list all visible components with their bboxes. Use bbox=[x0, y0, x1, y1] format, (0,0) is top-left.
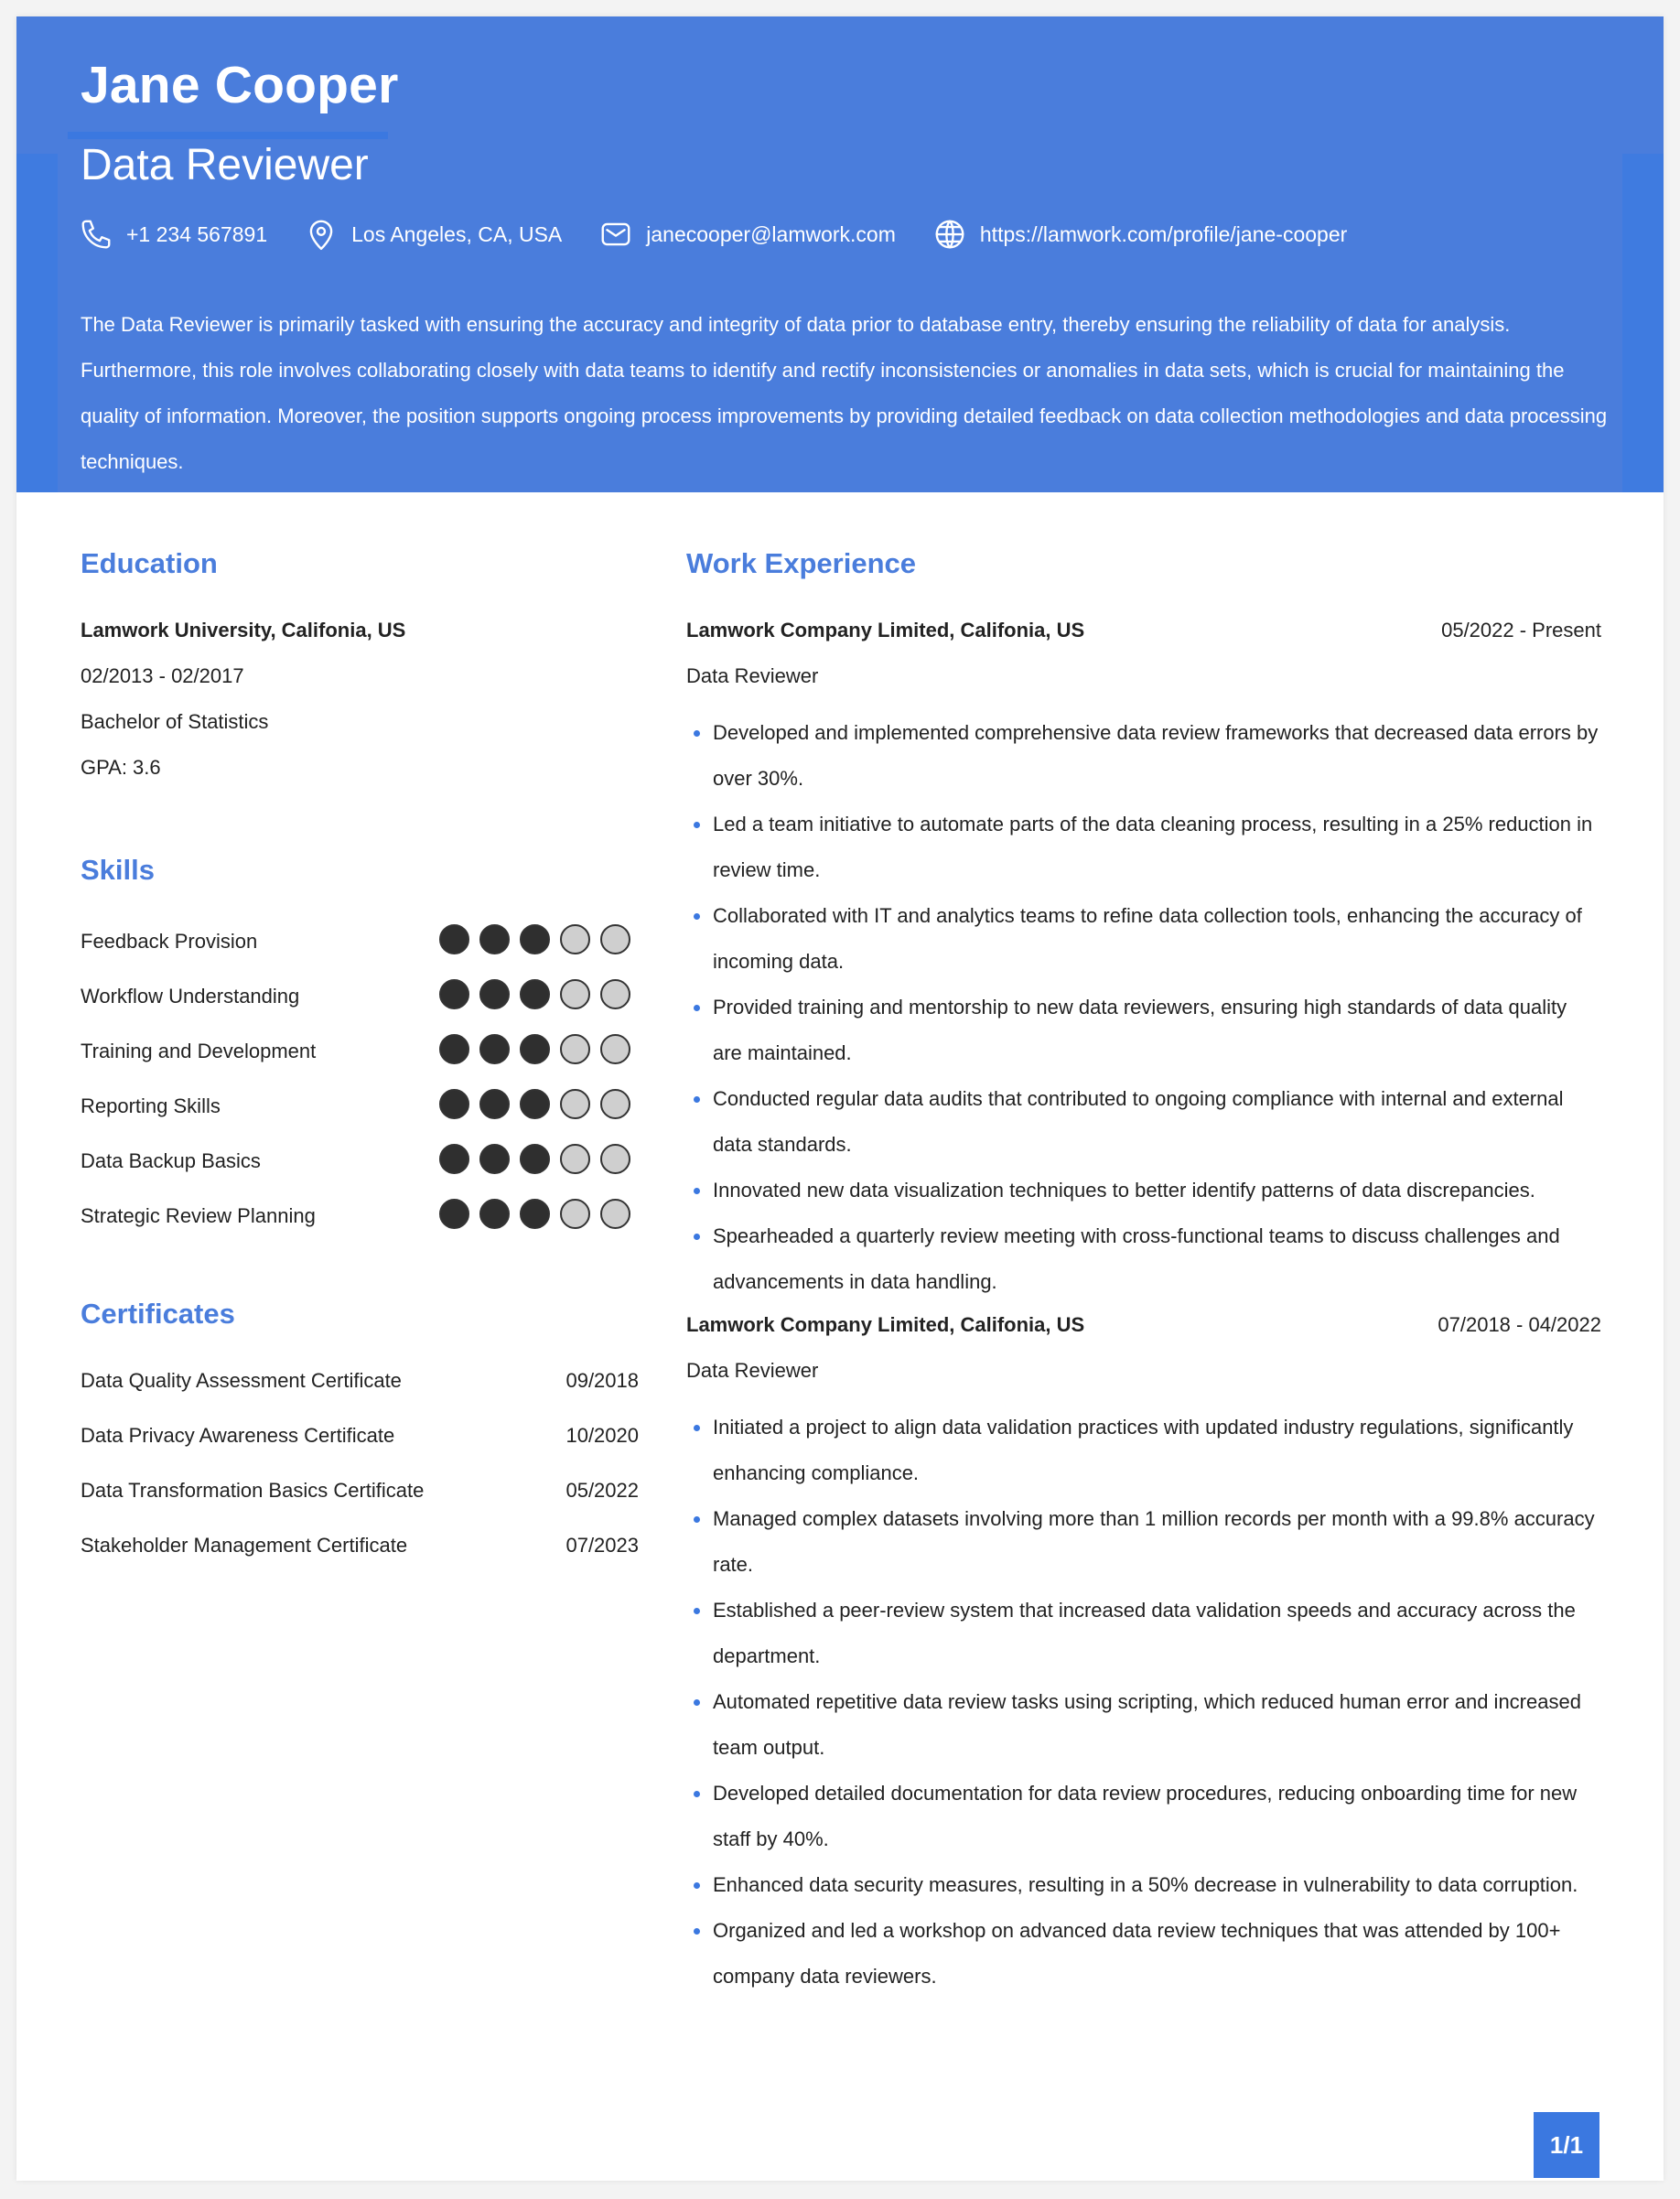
rating-dot-filled bbox=[520, 1199, 550, 1229]
email-icon bbox=[598, 217, 633, 252]
certificate-name: Data Quality Assessment Certificate bbox=[81, 1369, 402, 1392]
rating-dot-empty bbox=[560, 1089, 590, 1119]
email-text: janecooper@lamwork.com bbox=[646, 221, 896, 246]
skill-rating bbox=[439, 1199, 641, 1229]
achievement-item: Developed detailed documentation for data review procedures, reducing onboarding time for new staff by 40%. bbox=[686, 1771, 1601, 1862]
resume-page bbox=[16, 16, 1664, 2181]
rating-dot-empty bbox=[560, 924, 590, 954]
certificate-row bbox=[81, 1534, 639, 1570]
job-entry bbox=[686, 619, 1601, 1305]
certificate-date: 05/2022 bbox=[565, 1479, 639, 1502]
rating-dot-empty bbox=[600, 979, 630, 1009]
certificate-row bbox=[81, 1369, 639, 1406]
certificate-name: Data Privacy Awareness Certificate bbox=[81, 1424, 395, 1447]
achievement-item: Initiated a project to align data validation practices with updated industry regulations, significantly enhancing compliance. bbox=[686, 1405, 1601, 1496]
rating-dot-filled bbox=[520, 924, 550, 954]
skill-label: Reporting Skills bbox=[81, 1094, 221, 1117]
skill-rating bbox=[439, 1144, 641, 1174]
certificate-date: 07/2023 bbox=[565, 1534, 639, 1557]
certificate-name: Stakeholder Management Certificate bbox=[81, 1534, 408, 1557]
achievement-item: Developed and implemented comprehensive data review frameworks that decreased data errors by over 30%. bbox=[686, 710, 1601, 802]
rating-dot-empty bbox=[560, 1199, 590, 1229]
skill-rating bbox=[439, 1089, 641, 1119]
achievement-item: Managed complex datasets involving more than 1 million records per month with a 99.8% accuracy rate. bbox=[686, 1496, 1601, 1588]
achievement-item: Innovated new data visualization techniques to better identify patterns of data discrepancies. bbox=[686, 1168, 1601, 1213]
education-degree: Bachelor of Statistics bbox=[81, 710, 269, 733]
rating-dot-filled bbox=[479, 979, 510, 1009]
rating-dot-filled bbox=[479, 1089, 510, 1119]
header-accent-right bbox=[1622, 154, 1664, 492]
contact-phone[interactable] bbox=[79, 217, 267, 252]
job-dates: 07/2018 - 04/2022 bbox=[1438, 1313, 1601, 1336]
rating-dot-filled bbox=[439, 1034, 469, 1064]
rating-dot-filled bbox=[520, 1034, 550, 1064]
phone-icon bbox=[79, 217, 113, 252]
certificate-row bbox=[81, 1424, 639, 1461]
header-accent-left bbox=[16, 154, 58, 492]
rating-dot-filled bbox=[479, 1199, 510, 1229]
contact-email[interactable] bbox=[598, 217, 896, 252]
achievement-item: Conducted regular data audits that contributed to ongoing compliance with internal and external data standards. bbox=[686, 1076, 1601, 1168]
skill-row bbox=[81, 979, 630, 1016]
job-achievements bbox=[686, 1405, 1601, 2000]
globe-icon bbox=[932, 217, 967, 252]
achievement-item: Spearheaded a quarterly review meeting with cross-functional teams to discuss challenges and advancements in data handling. bbox=[686, 1213, 1601, 1305]
job-header bbox=[686, 619, 1601, 664]
rating-dot-filled bbox=[479, 1034, 510, 1064]
rating-dot-filled bbox=[439, 1089, 469, 1119]
job-achievements bbox=[686, 710, 1601, 1305]
skill-row bbox=[81, 1034, 630, 1071]
achievement-item: Collaborated with IT and analytics teams to refine data collection tools, enhancing the accuracy of incoming data. bbox=[686, 893, 1601, 985]
rating-dot-filled bbox=[520, 1089, 550, 1119]
rating-dot-filled bbox=[439, 1144, 469, 1174]
achievement-item: Enhanced data security measures, resulting in a 50% decrease in vulnerability to data corruption. bbox=[686, 1862, 1601, 1908]
skill-row bbox=[81, 1089, 630, 1126]
phone-text: +1 234 567891 bbox=[126, 221, 268, 246]
resume-header bbox=[16, 16, 1664, 492]
location-text: Los Angeles, CA, USA bbox=[351, 221, 563, 246]
job-title: Data Reviewer bbox=[686, 664, 819, 687]
rating-dot-filled bbox=[520, 979, 550, 1009]
certificate-date: 10/2020 bbox=[565, 1424, 639, 1447]
contact-website[interactable] bbox=[932, 217, 1347, 252]
rating-dot-filled bbox=[520, 1144, 550, 1174]
job-company: Lamwork Company Limited, Califonia, US bbox=[686, 619, 1085, 641]
skill-rating bbox=[439, 979, 641, 1009]
skill-row bbox=[81, 1144, 630, 1180]
location-pin-icon bbox=[304, 217, 339, 252]
skill-label: Feedback Provision bbox=[81, 930, 258, 953]
rating-dot-empty bbox=[600, 1144, 630, 1174]
certificates-heading: Certificates bbox=[81, 1298, 235, 1330]
achievement-item: Automated repetitive data review tasks using scripting, which reduced human error and increased team output. bbox=[686, 1679, 1601, 1771]
contact-bar bbox=[79, 214, 1384, 254]
skills-heading: Skills bbox=[81, 854, 155, 886]
skill-label: Training and Development bbox=[81, 1040, 317, 1062]
job-entry bbox=[686, 1313, 1601, 2000]
rating-dot-empty bbox=[600, 1034, 630, 1064]
website-text: https://lamwork.com/profile/jane-cooper bbox=[979, 221, 1348, 246]
achievement-item: Established a peer-review system that increased data validation speeds and accuracy across the department. bbox=[686, 1588, 1601, 1679]
rating-dot-empty bbox=[560, 1144, 590, 1174]
achievement-item: Provided training and mentorship to new data reviewers, ensuring high standards of data quality are maintained. bbox=[686, 985, 1601, 1076]
job-title: Data Reviewer bbox=[686, 1359, 819, 1382]
page-indicator: 1/1 bbox=[1534, 2112, 1599, 2178]
rating-dot-empty bbox=[600, 1199, 630, 1229]
education-school: Lamwork University, Califonia, US bbox=[81, 619, 406, 641]
rating-dot-filled bbox=[479, 1144, 510, 1174]
job-dates: 05/2022 - Present bbox=[1441, 619, 1601, 641]
candidate-name: Jane Cooper bbox=[81, 56, 399, 114]
profile-summary: The Data Reviewer is primarily tasked with ensuring the accuracy and integrity of data prior to database entry, thereby ensuring the reliability of data for analysis. Furthermore, this role involves collaborating closely with data teams to identify and rectify inconsistencies or anomalies in data sets, which is crucial for maintaining the quality of information. Moreover, the position supports ongoing process improvements by providing detailed feedback on data collection methodologies and data processing techniques. bbox=[81, 313, 1608, 473]
rating-dot-filled bbox=[439, 1199, 469, 1229]
skill-label: Data Backup Basics bbox=[81, 1149, 261, 1172]
rating-dot-filled bbox=[439, 924, 469, 954]
skill-row bbox=[81, 924, 630, 961]
rating-dot-filled bbox=[479, 924, 510, 954]
rating-dot-empty bbox=[600, 924, 630, 954]
certificate-name: Data Transformation Basics Certificate bbox=[81, 1479, 425, 1502]
job-company: Lamwork Company Limited, Califonia, US bbox=[686, 1313, 1085, 1336]
achievement-item: Organized and led a workshop on advanced data review techniques that was attended by 100+ company data reviewers. bbox=[686, 1908, 1601, 2000]
education-gpa: GPA: 3.6 bbox=[81, 756, 161, 779]
skill-rating bbox=[439, 924, 641, 954]
education-dates: 02/2013 - 02/2017 bbox=[81, 664, 244, 687]
certificate-row bbox=[81, 1479, 639, 1515]
name-underline bbox=[68, 132, 388, 139]
skill-row bbox=[81, 1199, 630, 1235]
rating-dot-empty bbox=[560, 1034, 590, 1064]
skill-rating bbox=[439, 1034, 641, 1064]
education-heading: Education bbox=[81, 547, 218, 579]
skill-label: Strategic Review Planning bbox=[81, 1204, 316, 1227]
certificate-date: 09/2018 bbox=[565, 1369, 639, 1392]
work-experience-heading: Work Experience bbox=[686, 547, 916, 579]
skill-label: Workflow Understanding bbox=[81, 985, 300, 1008]
rating-dot-empty bbox=[560, 979, 590, 1009]
achievement-item: Led a team initiative to automate parts of the data cleaning process, resulting in a 25% reduction in review time. bbox=[686, 802, 1601, 893]
rating-dot-empty bbox=[600, 1089, 630, 1119]
contact-location bbox=[304, 217, 562, 252]
rating-dot-filled bbox=[439, 979, 469, 1009]
job-header bbox=[686, 1313, 1601, 1359]
candidate-role: Data Reviewer bbox=[81, 141, 369, 189]
